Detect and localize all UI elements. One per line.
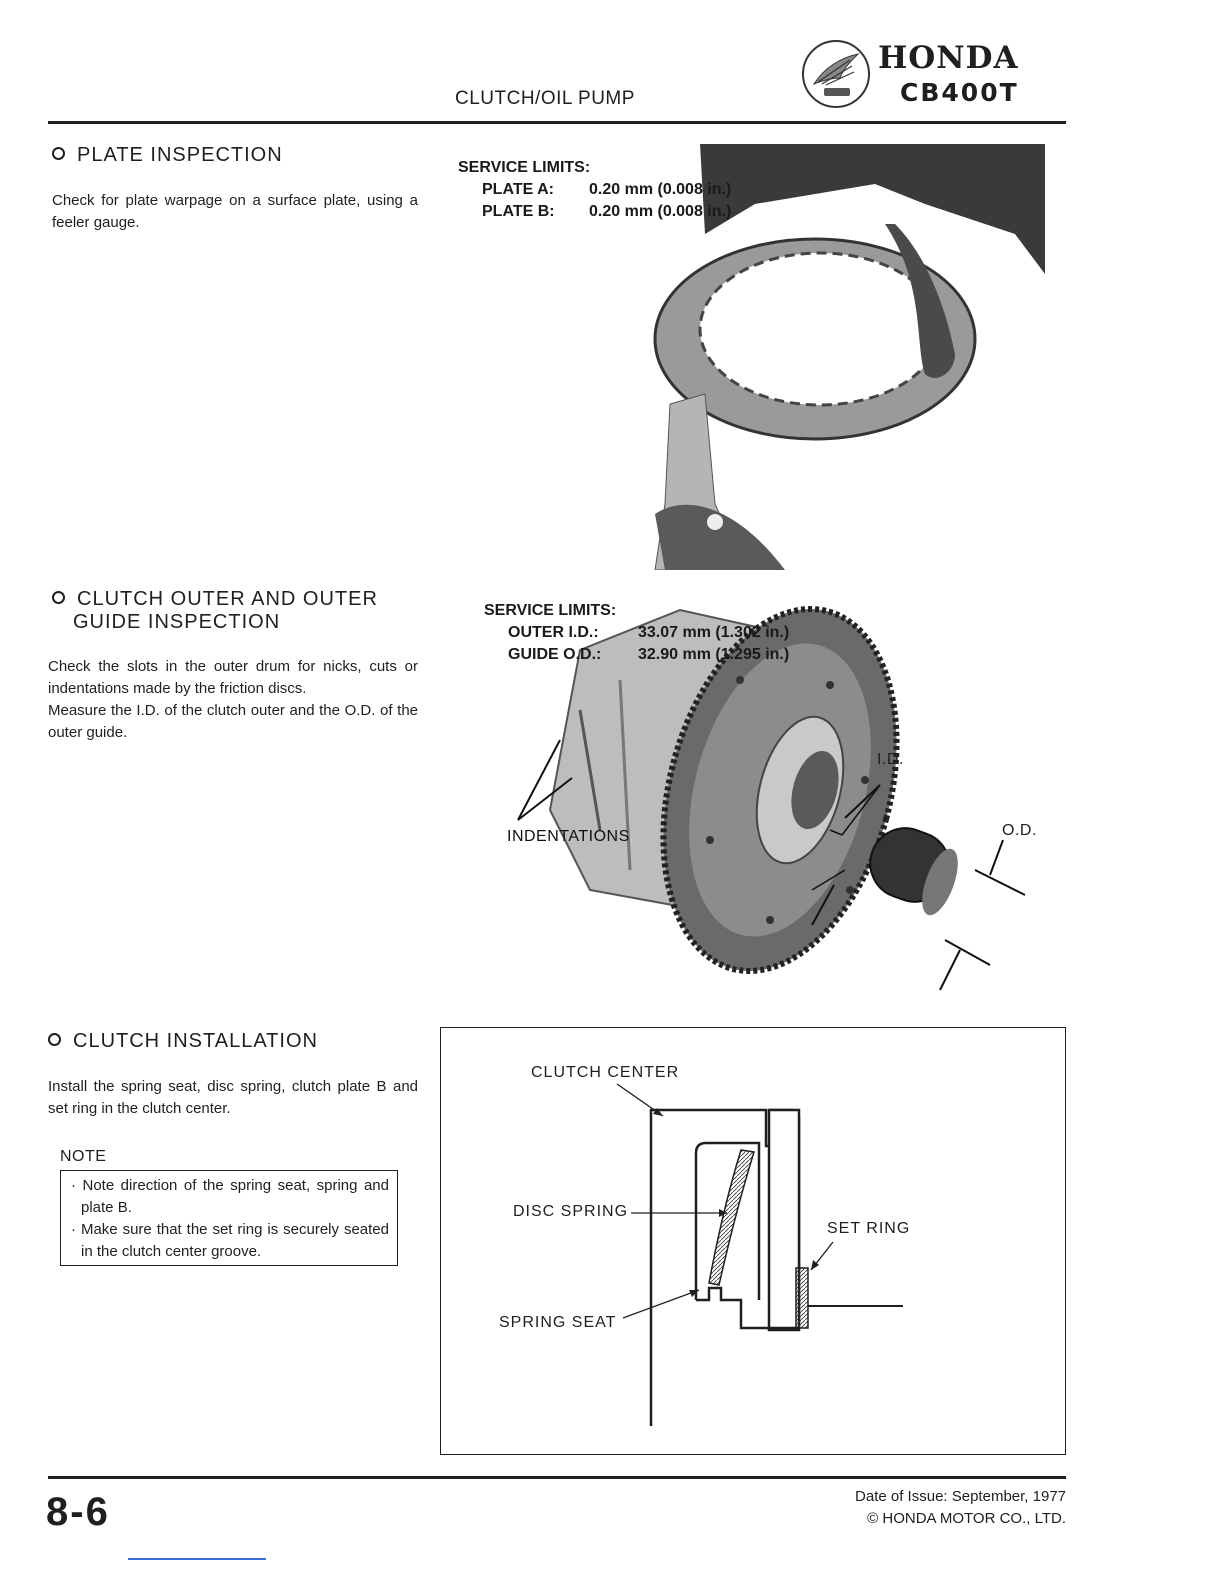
spring-seat-label: SPRING SEAT [499,1314,617,1331]
limit-row: PLATE B: 0.20 mm (0.008 in.) [482,203,732,220]
bullet-icon [52,591,65,604]
plate-inspection-body: Check for plate warpage on a surface plate, using a feeler gauge. [52,192,418,231]
brand-name: HONDA [878,40,1019,76]
limit-row: GUIDE O.D.: 32.90 mm (1.295 in.) [508,646,790,663]
indentations-label: INDENTATIONS [507,828,630,845]
note-box [60,1170,398,1266]
plate-inspection-heading: PLATE INSPECTION [52,144,283,167]
set-ring-label: SET RING [827,1220,911,1237]
id-label: I.D. [877,751,904,768]
link-underline [128,1558,266,1560]
footer-info [790,1486,1066,1530]
od-label: O.D. [1002,822,1037,839]
bullet-icon [52,147,65,160]
note-item: · Note direction of the spring seat, spring and plate B. [71,1177,389,1216]
note-title: NOTE [60,1148,107,1165]
bullet-icon [48,1033,61,1046]
copyright: © HONDA MOTOR CO., LTD. [867,1510,1066,1527]
page-number: 8-6 [46,1490,110,1534]
outer-service-limits [484,600,789,666]
model-name: CB400T [900,78,1019,107]
disc-spring-label: DISC SPRING [513,1203,629,1220]
service-limits-title: SERVICE LIMITS: [458,159,591,176]
outer-inspection-body: Check the slots in the outer drum for nicks, cuts or indentations made by the friction discs. Measure the I.D. of the clutch outer and the O.D. of the outer guide. [48,658,418,741]
limit-row: PLATE A: 0.20 mm (0.008 in.) [482,181,732,198]
plate-service-limits [458,157,731,223]
clutch-center-label: CLUTCH CENTER [531,1064,680,1081]
installation-diagram [440,1027,1066,1455]
service-limits-title: SERVICE LIMITS: [484,602,617,619]
section-title: CLUTCH/OIL PUMP [455,88,635,109]
honda-wing-logo-icon [800,38,872,110]
footer-rule [48,1476,1066,1479]
installation-body: Install the spring seat, disc spring, clutch plate B and set ring in the clutch center. [48,1078,418,1117]
outer-inspection-heading: CLUTCH OUTER AND OUTER GUIDE INSPECTION [52,588,378,634]
issue-date: Date of Issue: September, 1977 [855,1488,1066,1505]
note-item: · Make sure that the set ring is securely seated in the clutch center groove. [71,1221,389,1260]
installation-heading: CLUTCH INSTALLATION [48,1030,318,1053]
header-rule [48,121,1066,124]
limit-row: OUTER I.D.: 33.07 mm (1.302 in.) [508,624,790,641]
